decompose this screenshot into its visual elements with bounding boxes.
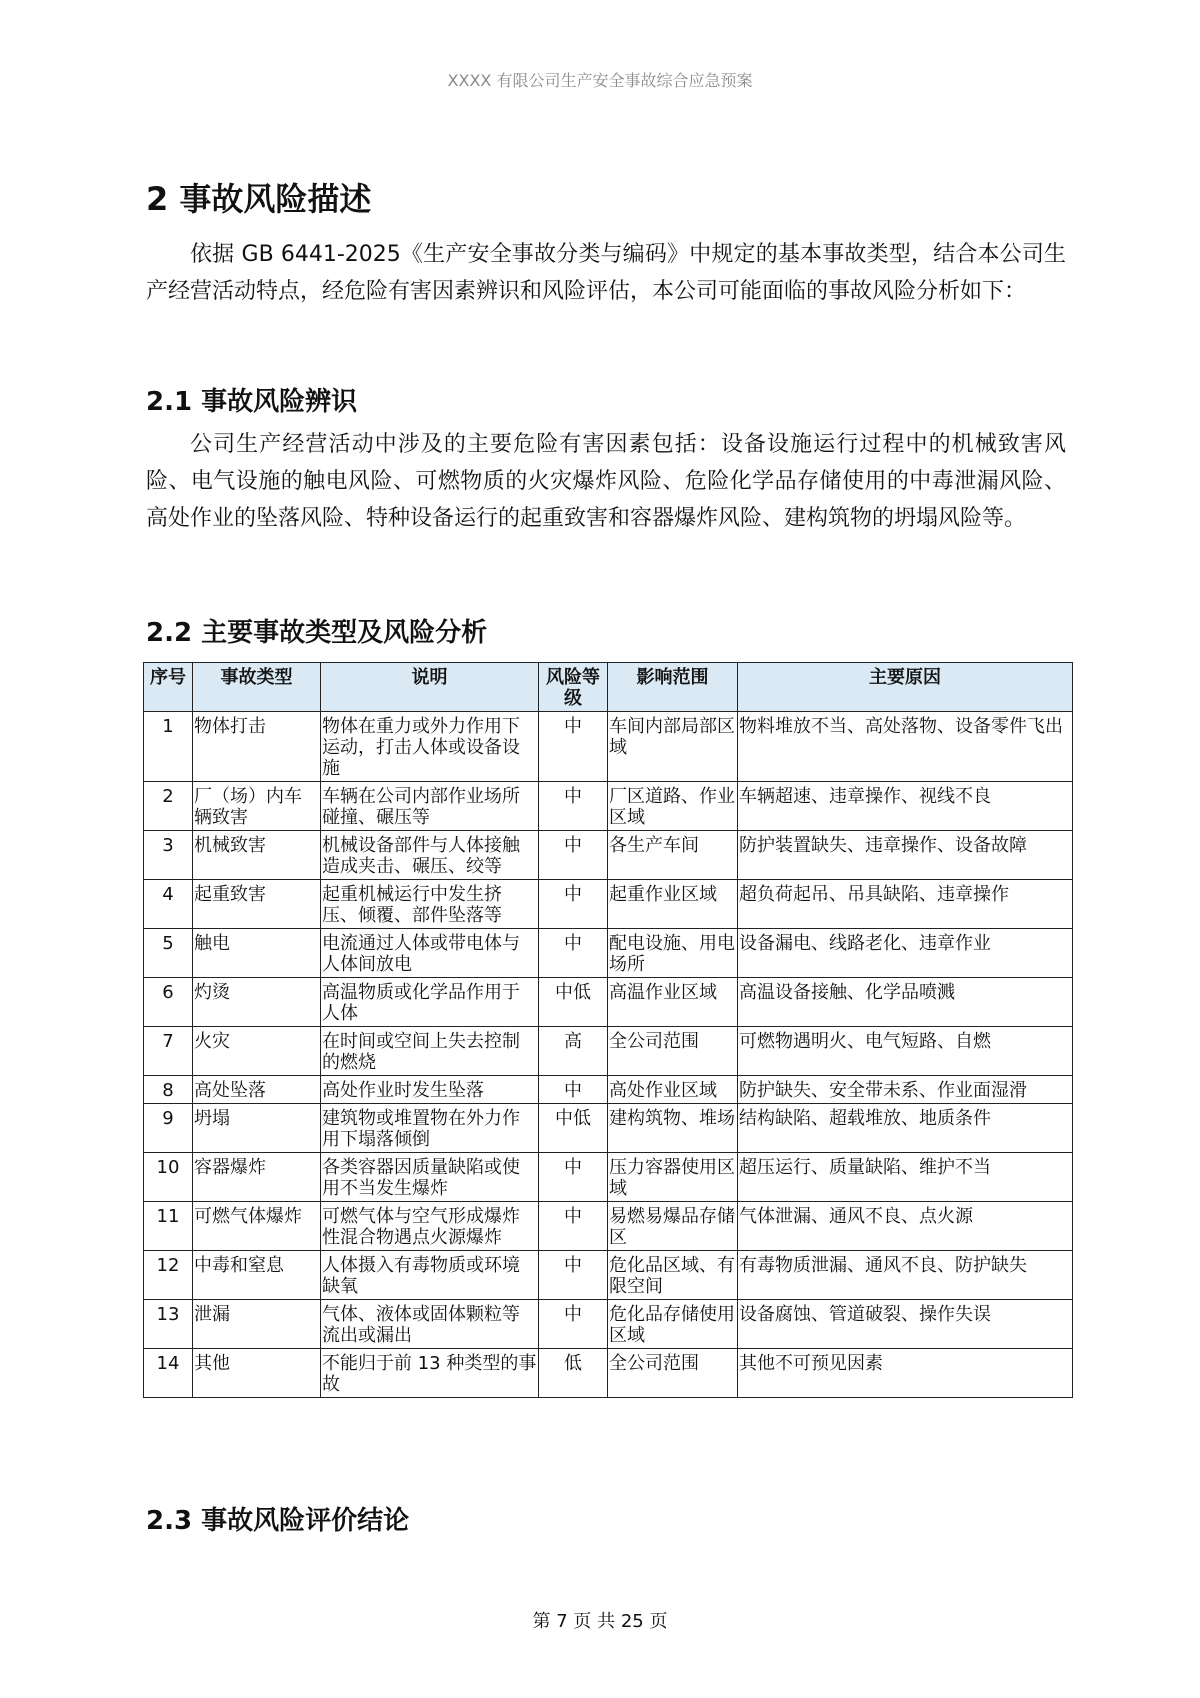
impact-scope-cell: 车间内部局部区域: [608, 712, 738, 782]
accident-type-cell: 可燃气体爆炸: [193, 1202, 321, 1251]
accident-type-cell: 机械致害: [193, 831, 321, 880]
table-row: [144, 831, 1073, 880]
header-accident-type: 事故类型: [193, 663, 321, 712]
description-cell: 电流通过人体或带电体与人体间放电: [321, 929, 539, 978]
description-cell: 人体摄入有毒物质或环境缺氧: [321, 1251, 539, 1300]
table-row: [144, 1251, 1073, 1300]
risk-level-cell: 中: [539, 831, 608, 880]
accident-type-cell: 火灾: [193, 1027, 321, 1076]
index-cell: 1: [144, 712, 193, 782]
index-cell: 11: [144, 1202, 193, 1251]
table-row: [144, 929, 1073, 978]
main-causes-cell: 有毒物质泄漏、通风不良、防护缺失: [738, 1251, 1073, 1300]
header-risk-level: 风险等级: [539, 663, 608, 712]
header-index: 序号: [144, 663, 193, 712]
main-causes-cell: 设备腐蚀、管道破裂、操作失误: [738, 1300, 1073, 1349]
accident-type-cell: 容器爆炸: [193, 1153, 321, 1202]
accident-type-cell: 触电: [193, 929, 321, 978]
table-row: [144, 880, 1073, 929]
description-cell: 机械设备部件与人体接触造成夹击、碾压、绞等: [321, 831, 539, 880]
risk-level-cell: 高: [539, 1027, 608, 1076]
accident-type-cell: 泄漏: [193, 1300, 321, 1349]
impact-scope-cell: 高温作业区域: [608, 978, 738, 1027]
impact-scope-cell: 厂区道路、作业区域: [608, 782, 738, 831]
page-header: XXXX 有限公司生产安全事故综合应急预案: [447, 71, 753, 90]
table-row: [144, 1349, 1073, 1398]
table-header-row: [144, 663, 1073, 712]
main-causes-cell: 设备漏电、线路老化、违章作业: [738, 929, 1073, 978]
index-cell: 10: [144, 1153, 193, 1202]
index-cell: 2: [144, 782, 193, 831]
table-row: [144, 978, 1073, 1027]
description-cell: 可燃气体与空气形成爆炸性混合物遇点火源爆炸: [321, 1202, 539, 1251]
section-2-1-title: 2.1 事故风险辨识: [146, 387, 358, 417]
main-causes-cell: 物料堆放不当、高处落物、设备零件飞出: [738, 712, 1073, 782]
table-row: [144, 1153, 1073, 1202]
index-cell: 13: [144, 1300, 193, 1349]
accident-type-cell: 坍塌: [193, 1104, 321, 1153]
risk-level-cell: 中: [539, 1251, 608, 1300]
description-cell: 不能归于前 13 种类型的事故: [321, 1349, 539, 1398]
risk-level-cell: 中: [539, 1202, 608, 1251]
main-causes-cell: 高温设备接触、化学品喷溅: [738, 978, 1073, 1027]
impact-scope-cell: 各生产车间: [608, 831, 738, 880]
impact-scope-cell: 全公司范围: [608, 1349, 738, 1398]
header-description: 说明: [321, 663, 539, 712]
description-cell: 物体在重力或外力作用下运动，打击人体或设备设施: [321, 712, 539, 782]
impact-scope-cell: 易燃易爆品存储区: [608, 1202, 738, 1251]
impact-scope-cell: 建构筑物、堆场: [608, 1104, 738, 1153]
risk-level-cell: 中: [539, 929, 608, 978]
risk-level-cell: 中低: [539, 1104, 608, 1153]
index-cell: 9: [144, 1104, 193, 1153]
index-cell: 8: [144, 1076, 193, 1104]
table-row: [144, 1202, 1073, 1251]
description-cell: 各类容器因质量缺陷或使用不当发生爆炸: [321, 1153, 539, 1202]
table-row: [144, 1104, 1073, 1153]
main-causes-cell: 气体泄漏、通风不良、点火源: [738, 1202, 1073, 1251]
index-cell: 5: [144, 929, 193, 978]
main-causes-cell: 结构缺陷、超载堆放、地质条件: [738, 1104, 1073, 1153]
section-2-title: 2 事故风险描述: [146, 180, 372, 218]
header-main-causes: 主要原因: [738, 663, 1073, 712]
risk-level-cell: 中低: [539, 978, 608, 1027]
description-cell: 建筑物或堆置物在外力作用下塌落倾倒: [321, 1104, 539, 1153]
section-2-3-title: 2.3 事故风险评价结论: [146, 1506, 410, 1536]
impact-scope-cell: 全公司范围: [608, 1027, 738, 1076]
risk-level-cell: 中: [539, 880, 608, 929]
main-causes-cell: 可燃物遇明火、电气短路、自燃: [738, 1027, 1073, 1076]
accident-type-cell: 中毒和窒息: [193, 1251, 321, 1300]
accident-type-cell: 高处坠落: [193, 1076, 321, 1104]
table-row: [144, 1076, 1073, 1104]
index-cell: 7: [144, 1027, 193, 1076]
description-cell: 气体、液体或固体颗粒等流出或漏出: [321, 1300, 539, 1349]
main-causes-cell: 车辆超速、违章操作、视线不良: [738, 782, 1073, 831]
risk-level-cell: 中: [539, 1300, 608, 1349]
header-impact-scope: 影响范围: [608, 663, 738, 712]
main-causes-cell: 其他不可预见因素: [738, 1349, 1073, 1398]
risk-level-cell: 中: [539, 1076, 608, 1104]
description-cell: 高温物质或化学品作用于人体: [321, 978, 539, 1027]
risk-level-cell: 中: [539, 782, 608, 831]
risk-level-cell: 中: [539, 712, 608, 782]
description-cell: 车辆在公司内部作业场所碰撞、碾压等: [321, 782, 539, 831]
main-causes-cell: 超负荷起吊、吊具缺陷、违章操作: [738, 880, 1073, 929]
description-cell: 在时间或空间上失去控制的燃烧: [321, 1027, 539, 1076]
impact-scope-cell: 危化品区域、有限空间: [608, 1251, 738, 1300]
risk-level-cell: 中: [539, 1153, 608, 1202]
index-cell: 3: [144, 831, 193, 880]
accident-type-cell: 物体打击: [193, 712, 321, 782]
section-2-2-title: 2.2 主要事故类型及风险分析: [146, 618, 488, 648]
main-causes-cell: 超压运行、质量缺陷、维护不当: [738, 1153, 1073, 1202]
accident-type-cell: 其他: [193, 1349, 321, 1398]
table-row: [144, 782, 1073, 831]
description-cell: 起重机械运行中发生挤压、倾覆、部件坠落等: [321, 880, 539, 929]
table-row: [144, 712, 1073, 782]
table-row: [144, 1300, 1073, 1349]
table-row: [144, 1027, 1073, 1076]
index-cell: 6: [144, 978, 193, 1027]
accident-type-cell: 灼烫: [193, 978, 321, 1027]
impact-scope-cell: 起重作业区域: [608, 880, 738, 929]
index-cell: 4: [144, 880, 193, 929]
accident-type-cell: 起重致害: [193, 880, 321, 929]
index-cell: 12: [144, 1251, 193, 1300]
index-cell: 14: [144, 1349, 193, 1398]
impact-scope-cell: 危化品存储使用区域: [608, 1300, 738, 1349]
impact-scope-cell: 高处作业区域: [608, 1076, 738, 1104]
risk-level-cell: 低: [539, 1349, 608, 1398]
table-body: [144, 712, 1073, 1398]
main-causes-cell: 防护装置缺失、违章操作、设备故障: [738, 831, 1073, 880]
accident-type-cell: 厂（场）内车辆致害: [193, 782, 321, 831]
impact-scope-cell: 配电设施、用电场所: [608, 929, 738, 978]
impact-scope-cell: 压力容器使用区域: [608, 1153, 738, 1202]
main-causes-cell: 防护缺失、安全带未系、作业面湿滑: [738, 1076, 1073, 1104]
section-2-1-body: 公司生产经营活动中涉及的主要危险有害因素包括：设备设施运行过程中的机械致害风险、电气设施的触电风险、可燃物质的火灾爆炸风险、危险化学品存储使用的中毒泄漏风险、高处作业的坠落风险、特种设备运行的起重致害和容器爆炸风险、建构筑物的坍塌风险等。: [146, 432, 1066, 531]
risk-table: [143, 662, 1073, 1398]
page-footer: 第 7 页 共 25 页: [532, 1611, 668, 1632]
description-cell: 高处作业时发生坠落: [321, 1076, 539, 1104]
section-2-intro: 依据 GB 6441-2025《生产安全事故分类与编码》中规定的基本事故类型，结合本公司生产经营活动特点，经危险有害因素辨识和风险评估，本公司可能面临的事故风险分析如下：: [146, 242, 1066, 304]
